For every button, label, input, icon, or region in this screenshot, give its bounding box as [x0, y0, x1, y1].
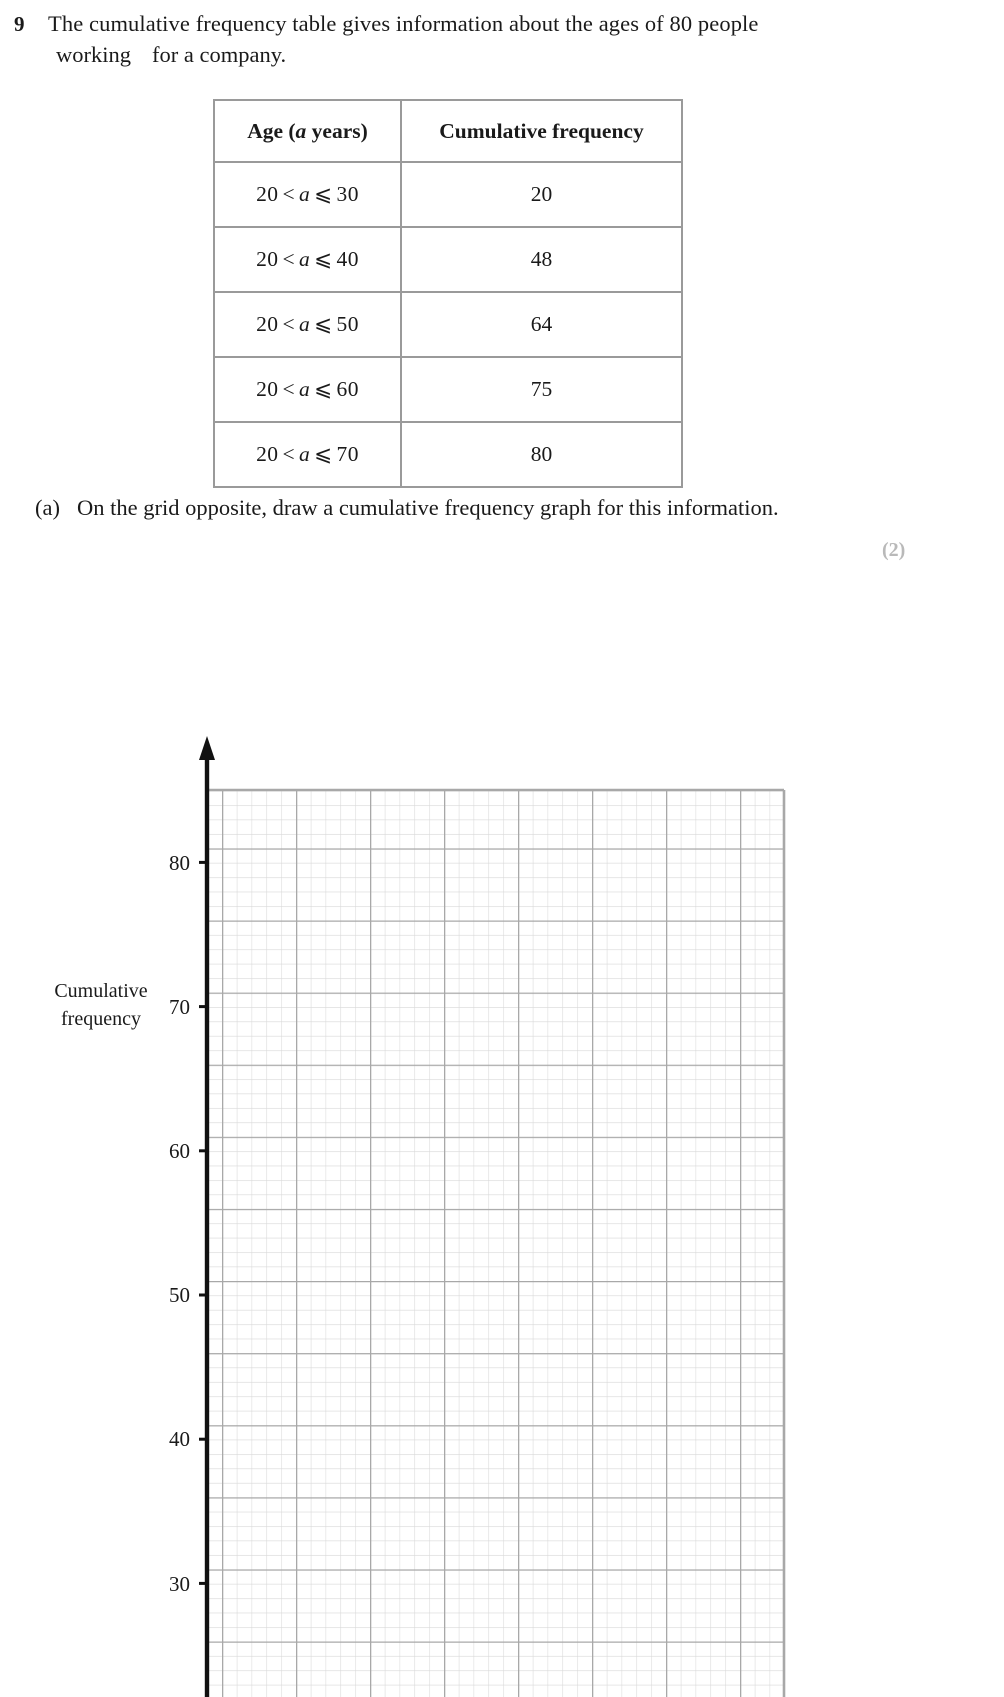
part-a-label: (a) [35, 495, 60, 520]
range-lower: 20 [256, 442, 279, 466]
part-a-marks: (2) [882, 539, 906, 561]
table-header-row [214, 100, 682, 162]
question-stem-line-1: The cumulative frequency table gives information about the ages of 80 people [48, 11, 759, 36]
cell-cumulative-frequency: 75 [401, 357, 682, 422]
grid-area [207, 790, 784, 1697]
range-upper: 70 [336, 442, 359, 466]
cell-age-range [214, 422, 401, 487]
header-age-prefix: Age ( [247, 118, 296, 143]
y-tick-label: 70 [169, 995, 190, 1019]
range-variable: a [298, 442, 311, 466]
question-stem-line-2-part-1: working [56, 42, 131, 67]
range-lower: 20 [256, 377, 279, 401]
range-op-1: < [282, 247, 295, 271]
range-op-1: < [282, 442, 295, 466]
cell-cumulative-frequency: 20 [401, 162, 682, 227]
cell-cumulative-frequency: 80 [401, 422, 682, 487]
y-axis-arrow-icon [199, 736, 215, 760]
y-axis-title-line-1: Cumulative [54, 980, 148, 1002]
range-lower: 20 [256, 312, 279, 336]
range-lower: 20 [256, 182, 279, 206]
cell-age-range [214, 162, 401, 227]
range-variable: a [298, 377, 311, 401]
question-number: 9 [14, 12, 25, 36]
cell-age-range [214, 292, 401, 357]
graph-svg [0, 560, 1004, 1697]
table-row [214, 357, 682, 422]
cell-cumulative-frequency: 64 [401, 292, 682, 357]
y-tick-labels [169, 851, 190, 1697]
table-row [214, 162, 682, 227]
table-body [214, 162, 682, 487]
cumulative-frequency-table [213, 99, 683, 488]
range-op-2: ⩽ [314, 182, 333, 206]
range-upper: 60 [336, 377, 359, 401]
y-axis-title-line-2: frequency [61, 1008, 141, 1030]
header-age-variable: a [295, 118, 307, 143]
header-age-suffix: years) [306, 118, 368, 143]
header-cumulative-frequency: Cumulative frequency [401, 100, 682, 162]
cell-cumulative-frequency: 48 [401, 227, 682, 292]
y-tick-label: 40 [169, 1427, 190, 1451]
range-upper: 40 [336, 247, 359, 271]
range-variable: a [298, 182, 311, 206]
range-op-2: ⩽ [314, 377, 333, 401]
part-a-instruction: On the grid opposite, draw a cumulative frequency graph for this information. [77, 495, 779, 520]
y-tick-label: 30 [169, 1572, 190, 1596]
range-upper: 50 [336, 312, 359, 336]
table-row [214, 422, 682, 487]
cumulative-frequency-graph[interactable] [0, 560, 1004, 1697]
y-tick-label: 50 [169, 1283, 190, 1307]
header-age [214, 100, 401, 162]
table-row [214, 227, 682, 292]
cell-age-range [214, 227, 401, 292]
range-op-2: ⩽ [314, 442, 333, 466]
y-tick-label: 80 [169, 851, 190, 875]
y-tick-label: 60 [169, 1139, 190, 1163]
range-op-2: ⩽ [314, 312, 333, 336]
range-lower: 20 [256, 247, 279, 271]
range-upper: 30 [336, 182, 359, 206]
range-op-1: < [282, 312, 295, 336]
range-op-2: ⩽ [314, 247, 333, 271]
range-variable: a [298, 312, 311, 336]
table-row [214, 292, 682, 357]
range-op-1: < [282, 377, 295, 401]
grid-fill [207, 790, 784, 1697]
question-stem-line-2-part-2: for a company. [152, 42, 287, 67]
cell-age-range [214, 357, 401, 422]
range-op-1: < [282, 182, 295, 206]
range-variable: a [298, 247, 311, 271]
